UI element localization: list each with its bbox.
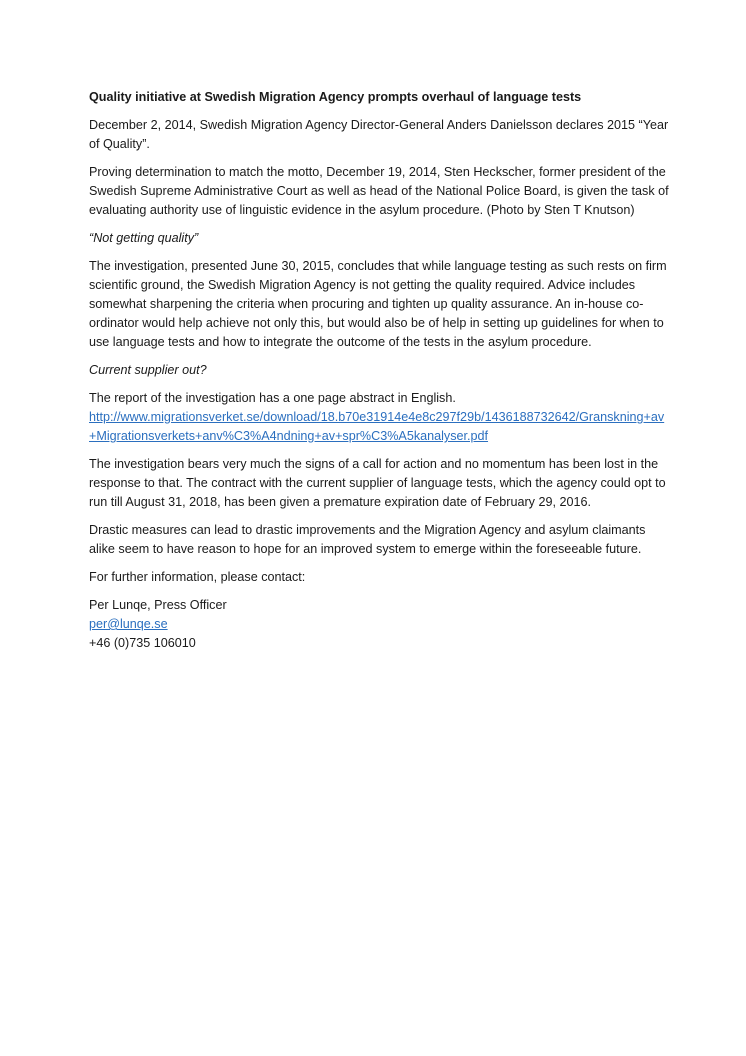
contact-block bbox=[89, 596, 669, 653]
paragraph-investigation-findings: The investigation, presented June 30, 2015, concludes that while language testing as such rests on firm scientific ground, the Swedish Migration Agency is not getting the quality required. Advice includes somewhat sharpening the criteria when procuring and tighten up quality assurance. An in-house co-ordinator would help achieve not only this, but would also be of help in setting up guidelines for when to use language tests and how to integrate the outcome of the tests in the asylum procedure. bbox=[89, 259, 667, 349]
paragraph-report-abstract bbox=[89, 389, 669, 446]
paragraph-investigation-assignment: Proving determination to match the motto, December 19, 2014, Sten Heckscher, former president of the Swedish Supreme Administrative Court as well as head of the National Police Board, is given the task of evaluating authority use of linguistic evidence in the asylum procedure. (Photo by Sten T Knutson) bbox=[89, 165, 669, 217]
paragraph-year-of-quality: December 2, 2014, Swedish Migration Agency Director-General Anders Danielsson declares 2015 “Year of Quality”. bbox=[89, 118, 669, 151]
paragraph-drastic-measures: Drastic measures can lead to drastic improvements and the Migration Agency and asylum claimants alike seem to have reason to hope for an improved system to emerge within the foreseeable future. bbox=[89, 523, 646, 556]
contact-phone: +46 (0)735 106010 bbox=[89, 636, 196, 650]
paragraph-call-for-action: The investigation bears very much the signs of a call for action and no momentum has been lost in the response to that. The contract with the current supplier of language tests, which the agency could opt to run till August 31, 2018, has been given a premature expiration date of February 29, 2016. bbox=[89, 457, 666, 509]
report-link[interactable]: http://www.migrationsverket.se/download/18.b70e31914e4e8c297f29b/1436188732642/Granskning+av+Migrationsverkets+anv%C3%A4ndning+av+spr%C3%A5kanalyser.pdf bbox=[89, 410, 665, 443]
subheading-not-getting-quality: “Not getting quality” bbox=[89, 231, 199, 245]
contact-name-role: Per Lunqe, Press Officer bbox=[89, 598, 227, 612]
document-title: Quality initiative at Swedish Migration Agency prompts overhaul of language tests bbox=[89, 90, 582, 104]
document-page bbox=[89, 88, 669, 653]
report-abstract-text: The report of the investigation has a one page abstract in English. bbox=[89, 391, 456, 405]
contact-intro: For further information, please contact: bbox=[89, 570, 306, 584]
subheading-current-supplier: Current supplier out? bbox=[89, 363, 207, 377]
contact-email-link[interactable]: per@lunqe.se bbox=[89, 617, 168, 631]
